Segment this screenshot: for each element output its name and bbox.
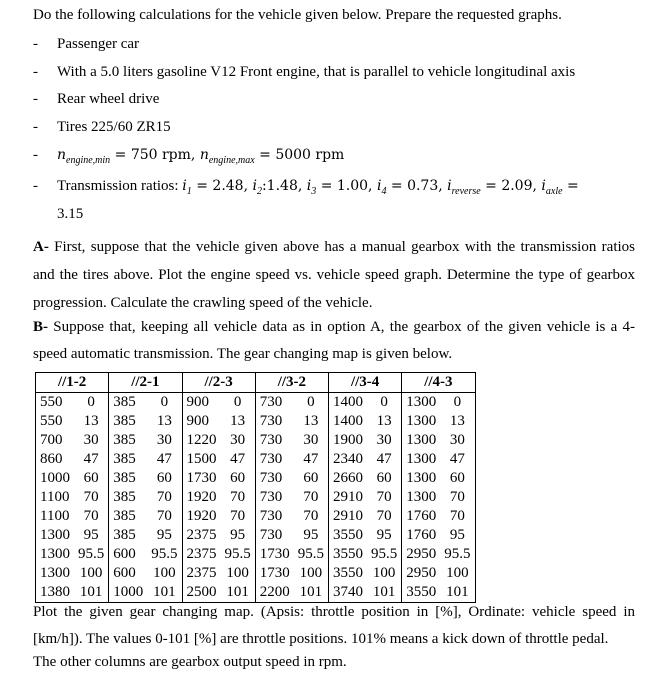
rpm-cell: 1760 (402, 507, 441, 526)
n-max-value: = 5000 rpm (254, 147, 345, 163)
n-min-value: = 750 rpm, (110, 147, 200, 163)
i-symbol: i (447, 178, 452, 194)
intro-text: Do the following calculations for the vehicle given below. Prepare the requested graphs. (33, 7, 562, 23)
throttle-cell: 70 (83, 508, 99, 524)
bullet-drive-text: Rear wheel drive (57, 91, 160, 107)
throttle-cell: 95 (83, 527, 99, 543)
transmission-continuation: 3.15 (57, 206, 84, 222)
rpm-cell: 1220 (182, 431, 221, 450)
throttle-cell: 70 (156, 489, 172, 505)
column-header: //4-3 (402, 373, 475, 393)
table-header-row (36, 373, 476, 393)
throttle-cell: 100 (440, 564, 475, 583)
bullet-dash: - (33, 64, 38, 80)
rpm-cell: 600 (109, 545, 148, 564)
footer-paragraph: Plot the given gear changing map. (Apsis: throttle position in [%], Ordinate: vehicle speed in [km/h]). The values 0-101 [%] are throttle positions. 101% means a kick down of throttle pedal. (33, 604, 635, 647)
rpm-cell: 3550 (329, 545, 368, 564)
bullet-engine (33, 64, 575, 81)
rpm-cell: 1300 (402, 488, 441, 507)
rpm-cell: 1300 (36, 526, 75, 545)
ratio-value: = (562, 178, 579, 194)
ratio-subscript: 1 (186, 186, 192, 197)
rpm-cell: 1300 (36, 545, 75, 564)
throttle-cell: 30 (376, 432, 392, 448)
throttle-cell: 47 (376, 451, 392, 467)
throttle-cell: 95.5 (297, 546, 324, 562)
rpm-cell: 600 (109, 564, 148, 583)
footer-last-line: The other columns are gearbox output speed in rpm. (33, 654, 347, 670)
throttle-cell: 47 (303, 451, 319, 467)
throttle-cell: 70 (156, 508, 172, 524)
throttle-cell: 95.5 (151, 546, 178, 562)
throttle-cell: 70 (303, 489, 319, 505)
rpm-cell: 1760 (402, 526, 441, 545)
rpm-cell: 1730 (255, 564, 294, 583)
rpm-cell: 1000 (109, 583, 148, 603)
rpm-cell: 2500 (182, 583, 221, 603)
throttle-cell: 13 (83, 413, 99, 429)
ratio-value: = 1.00, (316, 178, 377, 194)
throttle-cell: 30 (440, 431, 475, 450)
throttle-cell: 95.5 (440, 545, 475, 564)
bullet-transmission (33, 178, 579, 197)
throttle-cell: 101 (294, 583, 329, 603)
ratio-value: :1.48, (261, 178, 307, 194)
throttle-cell: 70 (440, 488, 475, 507)
table-row (36, 488, 476, 507)
throttle-cell: 95 (376, 527, 392, 543)
n-max-subscript: engine,max (208, 155, 255, 166)
rpm-cell: 2910 (329, 507, 368, 526)
column-header: //3-4 (329, 373, 402, 393)
throttle-cell: 101 (147, 583, 182, 603)
throttle-cell: 47 (83, 451, 99, 467)
rpm-cell: 1730 (182, 469, 221, 488)
rpm-cell: 1000 (36, 469, 75, 488)
table-row (36, 412, 476, 431)
rpm-cell: 1730 (255, 545, 294, 564)
throttle-cell: 0 (307, 394, 315, 410)
rpm-cell: 1300 (402, 393, 441, 413)
throttle-cell: 13 (230, 413, 246, 429)
column-header: //2-1 (109, 373, 182, 393)
throttle-cell: 70 (83, 489, 99, 505)
table-row (36, 526, 476, 545)
bullet-car-text: Passenger car (57, 36, 140, 52)
rpm-cell: 2375 (182, 564, 221, 583)
column-header: //1-2 (36, 373, 109, 393)
rpm-cell: 1400 (329, 393, 368, 413)
transmission-label: Transmission ratios: (57, 178, 183, 194)
throttle-cell: 101 (74, 583, 109, 603)
throttle-cell: 47 (440, 450, 475, 469)
rpm-cell: 550 (36, 412, 75, 431)
part-a-label: A- (33, 239, 49, 255)
i-symbol: i (306, 178, 312, 194)
rpm-cell: 1300 (402, 469, 441, 488)
n-min-subscript: engine,min (66, 155, 111, 166)
throttle-cell: 95 (230, 527, 246, 543)
rpm-cell: 730 (255, 412, 294, 431)
throttle-cell: 60 (376, 470, 392, 486)
rpm-cell: 2660 (329, 469, 368, 488)
bullet-tires-text: Tires 225/60 ZR15 (57, 119, 171, 135)
throttle-cell: 70 (303, 508, 319, 524)
rpm-cell: 730 (255, 526, 294, 545)
rpm-cell: 860 (36, 450, 75, 469)
rpm-cell: 385 (109, 393, 148, 413)
throttle-cell: 0 (87, 394, 95, 410)
rpm-cell: 730 (255, 393, 294, 413)
rpm-cell: 3550 (329, 526, 368, 545)
throttle-cell: 95 (156, 527, 172, 543)
throttle-cell: 0 (440, 393, 475, 413)
rpm-cell: 2950 (402, 545, 441, 564)
throttle-cell: 0 (233, 394, 242, 410)
throttle-cell: 13 (376, 413, 392, 429)
part-b-text: Suppose that, keeping all vehicle data as in option A, the gearbox of the given vehicle is a 4-speed automatic transmission. The gear changing map is given below. (33, 319, 635, 362)
throttle-cell: 100 (153, 565, 176, 581)
throttle-cell: 47 (156, 451, 172, 467)
rpm-cell: 1300 (402, 431, 441, 450)
throttle-cell: 30 (303, 432, 319, 448)
bullet-dash: - (33, 119, 38, 135)
throttle-cell: 0 (380, 394, 388, 410)
throttle-cell: 30 (156, 432, 172, 448)
rpm-cell: 1900 (329, 431, 368, 450)
table-row (36, 507, 476, 526)
bullet-car (33, 36, 139, 53)
throttle-cell: 47 (230, 451, 246, 467)
i-symbol: i (252, 178, 257, 194)
throttle-cell: 60 (303, 470, 319, 486)
throttle-cell: 100 (372, 565, 396, 581)
throttle-cell: 13 (303, 413, 319, 429)
bullet-engine-text: With a 5.0 liters gasoline V12 Front engine, that is parallel to vehicle longitudinal axis (57, 64, 576, 80)
rpm-cell: 700 (36, 431, 75, 450)
rpm-cell: 1920 (182, 507, 221, 526)
rpm-cell: 900 (182, 412, 221, 431)
rpm-cell: 385 (109, 488, 148, 507)
rpm-cell: 1300 (36, 564, 75, 583)
rpm-cell: 730 (255, 469, 294, 488)
rpm-cell: 1100 (36, 507, 75, 526)
throttle-cell: 13 (156, 413, 172, 429)
throttle-cell: 30 (83, 432, 99, 448)
rpm-cell: 550 (36, 393, 75, 413)
column-header: //2-3 (182, 373, 255, 393)
throttle-cell: 101 (221, 583, 256, 603)
i-symbol: i (376, 178, 382, 194)
throttle-cell: 0 (160, 394, 169, 410)
ratio-subscript: 4 (381, 186, 387, 197)
table-row (36, 393, 476, 413)
n-symbol: n (57, 147, 67, 163)
ratio-subscript: axle (545, 186, 563, 197)
rpm-cell: 1500 (182, 450, 221, 469)
rpm-cell: 3550 (402, 583, 441, 603)
throttle-cell: 101 (367, 583, 402, 603)
part-a-text: First, suppose that the vehicle given above has a manual gearbox with the transmission ratios and the tires above. Plot the engine speed vs. vehicle speed graph. Determine the type of gearbox progression. Calculate the crawling speed of the vehicle. (33, 239, 635, 311)
table-row (36, 545, 476, 564)
table-row (36, 564, 476, 583)
throttle-cell: 95.5 (224, 546, 251, 562)
rpm-cell: 1920 (182, 488, 221, 507)
throttle-cell: 30 (230, 432, 246, 448)
ratio-subscript: 2 (256, 186, 262, 197)
rpm-cell: 900 (182, 393, 221, 413)
part-b-paragraph (33, 314, 635, 368)
ratio-subscript: reverse (451, 186, 481, 197)
rpm-cell: 2200 (255, 583, 294, 603)
i-symbol: i (541, 178, 546, 194)
rpm-cell: 2340 (329, 450, 368, 469)
rpm-cell: 1300 (402, 412, 441, 431)
rpm-cell: 1300 (402, 450, 441, 469)
rpm-cell: 2375 (182, 545, 221, 564)
ratio-subscript: 3 (311, 186, 317, 197)
throttle-cell: 100 (226, 565, 249, 581)
bullet-dash: - (33, 91, 38, 107)
throttle-cell: 60 (83, 470, 99, 486)
rpm-cell: 2950 (402, 564, 441, 583)
rpm-cell: 385 (109, 412, 148, 431)
table-row (36, 469, 476, 488)
rpm-cell: 385 (109, 431, 148, 450)
bullet-engine-speed (33, 147, 344, 166)
bullet-dash: - (33, 36, 38, 52)
rpm-cell: 385 (109, 507, 148, 526)
rpm-cell: 730 (255, 450, 294, 469)
part-b-label: B- (33, 319, 48, 335)
n-symbol: n (199, 147, 209, 163)
rpm-cell: 1100 (36, 488, 75, 507)
ratio-value: = 2.48, (191, 178, 253, 194)
throttle-cell: 100 (299, 565, 323, 581)
table-row (36, 431, 476, 450)
rpm-cell: 1400 (329, 412, 368, 431)
throttle-cell: 100 (79, 565, 103, 581)
throttle-cell: 95 (303, 527, 319, 543)
rpm-cell: 385 (109, 450, 148, 469)
throttle-cell: 70 (230, 508, 246, 524)
column-header: //3-2 (255, 373, 328, 393)
rpm-cell: 385 (109, 526, 148, 545)
throttle-cell: 95 (440, 526, 475, 545)
throttle-cell: 70 (440, 507, 475, 526)
bullet-tires (33, 119, 171, 136)
throttle-cell: 101 (440, 583, 475, 603)
bullet-drive (33, 91, 159, 108)
gear-changing-table (35, 372, 476, 603)
ratio-value: = 2.09, (480, 178, 542, 194)
rpm-cell: 3740 (329, 583, 368, 603)
rpm-cell: 730 (255, 431, 294, 450)
throttle-cell: 95.5 (78, 546, 105, 562)
part-a-paragraph (33, 233, 635, 317)
bullet-dash: - (33, 178, 38, 194)
rpm-cell: 385 (109, 469, 148, 488)
ratio-value: = 0.73, (386, 178, 448, 194)
rpm-cell: 730 (255, 507, 294, 526)
throttle-cell: 70 (376, 508, 392, 524)
table-row (36, 450, 476, 469)
throttle-cell: 60 (230, 470, 246, 486)
throttle-cell: 95.5 (371, 546, 398, 562)
rpm-cell: 1380 (36, 583, 75, 603)
i-symbol: i (182, 178, 187, 194)
throttle-cell: 13 (440, 412, 475, 431)
throttle-cell: 70 (230, 489, 246, 505)
bullet-dash: - (33, 147, 38, 163)
rpm-cell: 3550 (329, 564, 368, 583)
rpm-cell: 730 (255, 488, 294, 507)
throttle-cell: 60 (440, 469, 475, 488)
rpm-cell: 2375 (182, 526, 221, 545)
throttle-cell: 70 (376, 489, 392, 505)
throttle-cell: 60 (156, 470, 172, 486)
rpm-cell: 2910 (329, 488, 368, 507)
